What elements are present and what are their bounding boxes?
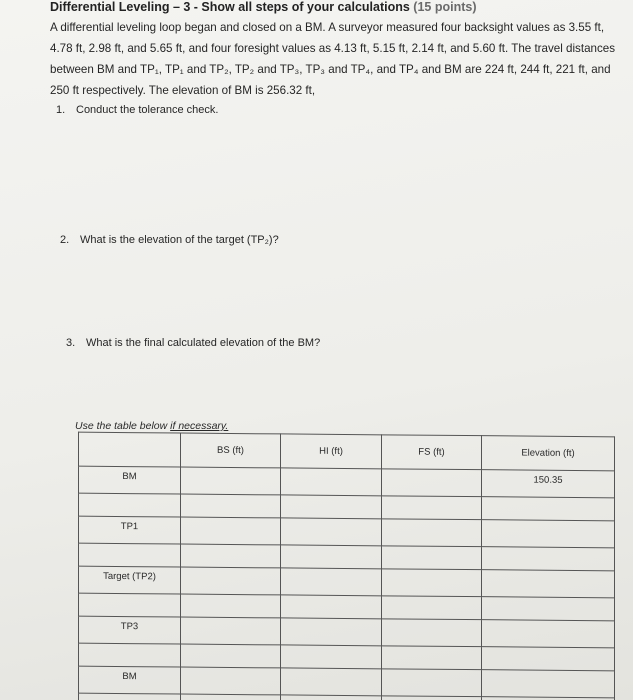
elevation-cell[interactable] xyxy=(482,547,615,571)
hi-cell[interactable] xyxy=(281,468,382,496)
fs-cell[interactable] xyxy=(382,646,482,670)
question-2-text: What is the elevation of the target (TP₂)? xyxy=(80,234,279,246)
station-cell xyxy=(79,543,181,567)
fs-cell[interactable] xyxy=(382,596,482,620)
question-2-number: 2. xyxy=(60,234,70,246)
hi-cell[interactable] xyxy=(281,645,382,669)
question-1-number: 1. xyxy=(56,104,66,116)
station-cell: Target (TP2) xyxy=(79,566,181,594)
hi-cell[interactable] xyxy=(281,568,382,596)
elevation-cell[interactable] xyxy=(482,520,615,548)
bs-cell[interactable] xyxy=(181,544,281,568)
elevation-cell[interactable] xyxy=(482,497,615,521)
leveling-table xyxy=(78,432,615,700)
bs-cell[interactable] xyxy=(181,644,281,668)
hi-cell[interactable] xyxy=(281,518,382,546)
fs-cell[interactable] xyxy=(382,546,482,570)
leveling-table-container xyxy=(78,432,614,700)
bs-cell[interactable] xyxy=(181,567,281,595)
hi-cell[interactable] xyxy=(281,695,382,700)
question-3 xyxy=(66,337,320,349)
station-cell: BM xyxy=(79,666,181,694)
header-hi: HI (ft) xyxy=(281,434,382,469)
elevation-cell[interactable] xyxy=(482,647,615,671)
hi-cell[interactable] xyxy=(281,595,382,619)
fs-cell[interactable] xyxy=(382,569,482,597)
header-station xyxy=(79,432,181,467)
station-cell: TP1 xyxy=(79,516,181,544)
hi-cell[interactable] xyxy=(281,495,382,519)
bs-cell[interactable] xyxy=(181,694,281,700)
page-title xyxy=(50,0,610,14)
question-1-text: Conduct the tolerance check. xyxy=(76,104,219,116)
station-cell: TP3 xyxy=(79,616,181,644)
fs-cell[interactable] xyxy=(382,496,482,520)
station-cell: BM xyxy=(79,466,181,494)
table-header-row xyxy=(79,432,615,471)
station-cell xyxy=(79,693,181,700)
hi-cell[interactable] xyxy=(281,618,382,646)
fs-cell[interactable] xyxy=(382,619,482,647)
fs-cell[interactable] xyxy=(382,669,482,697)
question-1 xyxy=(56,104,218,116)
bs-cell[interactable] xyxy=(181,617,281,645)
problem-statement: A differential leveling loop began and closed on a BM. A surveyor measured four backsight values as 3.55 ft, 4.78 ft, 2.98 ft, and 5.65 ft, and four foresight values as 4.13 ft, 5.15 ft, 2.14 ft, and 5.60 ft. The travel distances between BM and TP₁, TP₁ and TP₂, TP₂ and TP₃, TP₃ and TP₄, and TP₄ and BM are 224 ft, 244 ft, 221 ft, and 250 ft respectively. The elevation of BM is 256.32 ft, xyxy=(50,21,616,97)
instruction-underlined: if necessary. xyxy=(170,420,229,432)
header-bs: BS (ft) xyxy=(181,433,281,468)
fs-cell[interactable] xyxy=(382,469,482,497)
title-text: Differential Leveling – 3 - Show all steps of your calculations xyxy=(50,0,410,14)
title-score: (15 points) xyxy=(413,0,477,14)
elevation-cell[interactable] xyxy=(482,597,615,621)
bs-cell[interactable] xyxy=(181,594,281,618)
fs-cell[interactable] xyxy=(382,696,482,700)
bs-cell[interactable] xyxy=(181,517,281,545)
instruction-text: Use the table below xyxy=(75,420,171,432)
hi-cell[interactable] xyxy=(281,668,382,696)
question-2 xyxy=(60,234,279,246)
bs-cell[interactable] xyxy=(181,494,281,518)
elevation-cell[interactable] xyxy=(482,620,615,648)
question-3-text: What is the final calculated elevation of the BM? xyxy=(86,337,321,349)
header-fs: FS (ft) xyxy=(382,435,482,470)
elevation-cell[interactable]: 150.35 xyxy=(482,470,615,498)
station-cell xyxy=(79,643,181,667)
question-3-number: 3. xyxy=(66,337,76,349)
bs-cell[interactable] xyxy=(181,667,281,695)
station-cell xyxy=(79,493,181,517)
elevation-cell[interactable] xyxy=(482,670,615,698)
hi-cell[interactable] xyxy=(281,545,382,569)
header-elevation: Elevation (ft) xyxy=(482,436,615,471)
fs-cell[interactable] xyxy=(382,519,482,547)
elevation-cell[interactable] xyxy=(482,570,615,598)
station-cell xyxy=(79,593,181,617)
bs-cell[interactable] xyxy=(181,467,281,495)
table-instruction xyxy=(75,420,228,432)
